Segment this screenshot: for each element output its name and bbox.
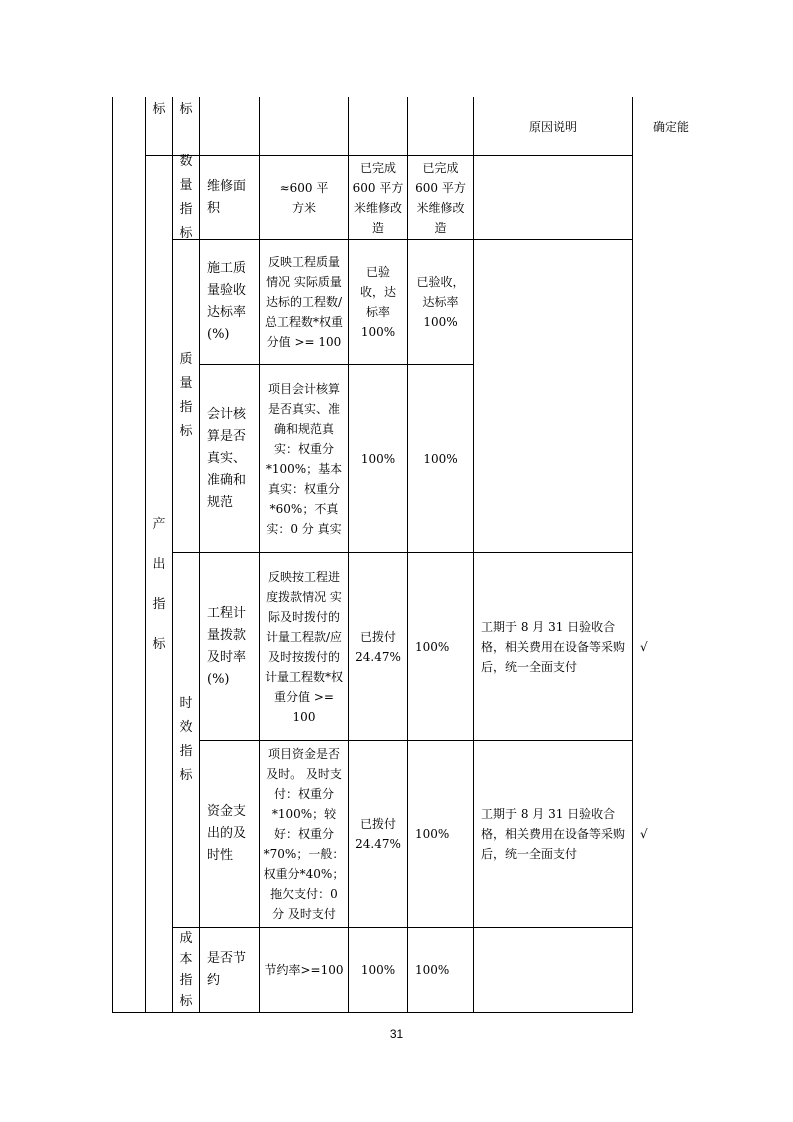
- indicator-target: 节约率>=100: [264, 963, 344, 977]
- table-left-border: [112, 97, 113, 1013]
- header-col1: 标: [152, 102, 166, 117]
- table-bottom-border: [112, 1012, 633, 1013]
- indicator-target: ≈600 平方米: [279, 180, 329, 215]
- indicator-actual: 100%: [415, 639, 450, 654]
- indicator-target: 项目资金是否及时。 及时支付：权重分*100%；较好：权重分*70%；一般：权重分*40%；拖欠支付：0 分 及时支付: [263, 747, 345, 921]
- indicator-plan: 100%: [360, 451, 396, 466]
- category-char: 出: [152, 557, 166, 572]
- category-output-indicator: [146, 505, 172, 665]
- indicator-reason: 工期于 8 月 31 日验收合格，相关费用在设备等采购后，统一全面支付: [481, 807, 626, 861]
- indicator-plan: 100%: [360, 963, 396, 977]
- group-quality: 质 量 指 标: [179, 352, 193, 439]
- header-col2: 标: [179, 102, 193, 117]
- indicator-target: 项目会计核算是否真实、准确和规范真实：权重分*100%；基本真实：权重分*60%；不真实：0 分 真实: [265, 381, 343, 536]
- page-number: 31: [389, 1027, 404, 1041]
- indicator-actual: 100%: [415, 827, 450, 841]
- indicator-name: 工程计量拨款及时率(%): [207, 605, 247, 687]
- group-cost: 成 本 指 标: [179, 931, 193, 1009]
- indicator-name: 会计核算是否真实、准确和规范: [207, 406, 247, 510]
- indicator-actual: 已验收，达标率100%: [416, 275, 465, 329]
- indicator-target: 反映工程质量情况 实际质量达标的工程数/总工程数*权重分值 >= 100: [264, 255, 343, 349]
- indicator-name: 施工质量验收达标率(%): [207, 261, 247, 342]
- indicator-confirm-check: √: [640, 639, 648, 654]
- indicator-name: 是否节约: [207, 951, 247, 988]
- indicator-confirm-check: √: [640, 827, 648, 841]
- indicator-plan: 已完成600 平方米维修改造: [352, 160, 404, 235]
- category-char: 标: [152, 637, 166, 652]
- indicator-plan: 已拨付24.47%: [355, 629, 401, 664]
- header-confirm: 确定能: [653, 120, 690, 134]
- category-char: 产: [152, 517, 166, 532]
- indicator-actual: 100%: [423, 451, 458, 466]
- group-timeliness: 时 效 指 标: [179, 696, 193, 783]
- indicator-name: 维修面积: [207, 178, 247, 216]
- indicator-name: 资金支出的及时性: [207, 804, 247, 863]
- indicator-reason: 工期于 8 月 31 日验收合格，相关费用在设备等采购后，统一全面支付: [481, 619, 626, 674]
- group-quantity: 数 量 指 标: [179, 153, 193, 241]
- header-reason: 原因说明: [528, 120, 577, 134]
- indicator-actual: 已完成600 平方米维修改造: [415, 160, 466, 235]
- category-char: 指: [152, 597, 166, 612]
- indicator-plan: 已验收，达标率100%: [359, 265, 396, 339]
- indicator-actual: 100%: [415, 963, 450, 977]
- indicator-target: 反映按工程进度拨款情况 实际及时拨付的计量工程款/应及时按拨付的计量工程数*权重分值 >= 100: [264, 569, 343, 724]
- indicator-plan: 已拨付24.47%: [355, 817, 401, 851]
